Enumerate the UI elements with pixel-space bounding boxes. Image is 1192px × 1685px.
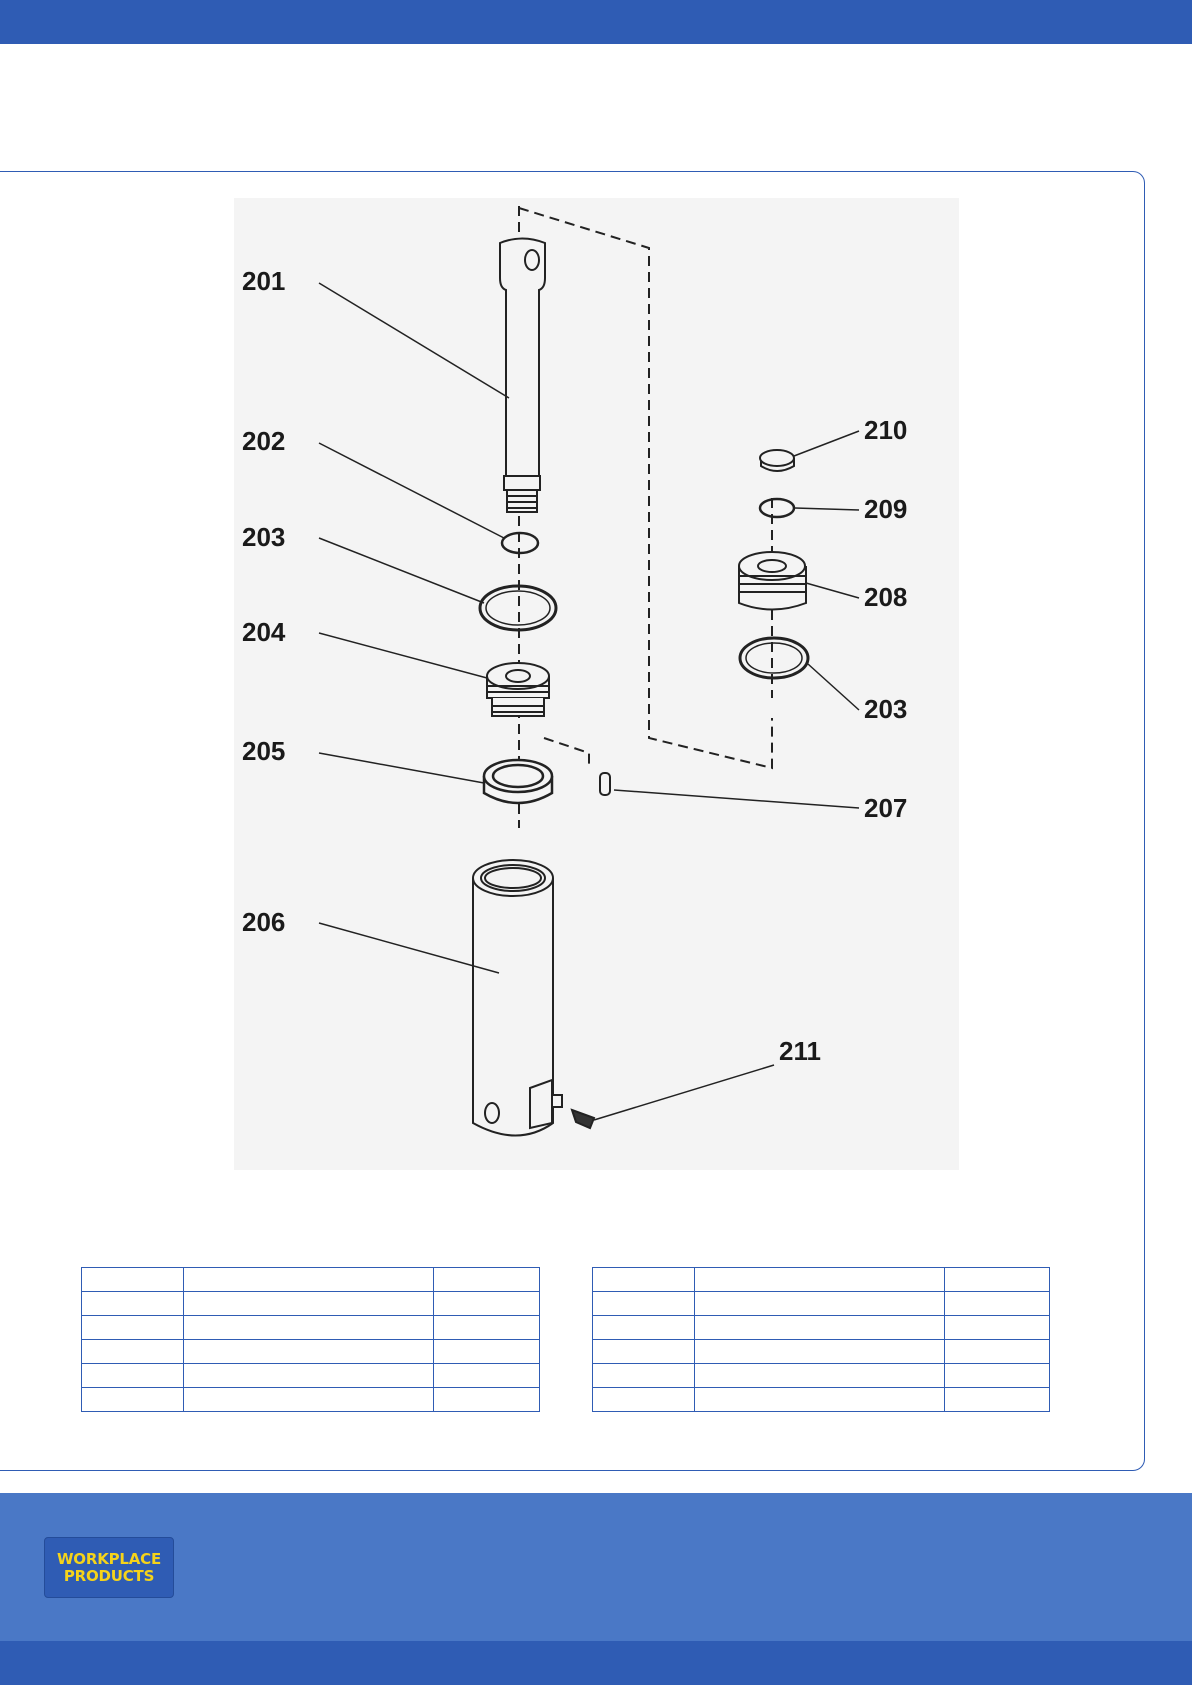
callout-206: 206 bbox=[242, 907, 286, 937]
table-cell bbox=[184, 1268, 434, 1292]
table-cell bbox=[593, 1364, 695, 1388]
footer-band bbox=[0, 1493, 1192, 1641]
table-cell bbox=[593, 1292, 695, 1316]
part-205-guide-ring bbox=[484, 760, 552, 803]
callout-204: 204 bbox=[242, 617, 286, 647]
table-cell bbox=[695, 1388, 945, 1412]
table-row bbox=[593, 1364, 1050, 1388]
table-cell bbox=[184, 1292, 434, 1316]
part-210-washer bbox=[760, 450, 794, 471]
table-row bbox=[82, 1340, 540, 1364]
table-cell bbox=[184, 1388, 434, 1412]
table-row bbox=[82, 1268, 540, 1292]
callout-201: 201 bbox=[242, 266, 286, 296]
table-cell bbox=[945, 1388, 1050, 1412]
logo-line-1: WORKPLACE bbox=[56, 1549, 162, 1568]
callout-210: 210 bbox=[864, 415, 908, 445]
table-row bbox=[82, 1364, 540, 1388]
bottom-footer-bar bbox=[0, 1641, 1192, 1685]
parts-table-right bbox=[592, 1267, 1050, 1412]
table-cell bbox=[184, 1316, 434, 1340]
table-cell bbox=[82, 1340, 184, 1364]
table-row bbox=[593, 1292, 1050, 1316]
part-204-piston bbox=[487, 663, 549, 716]
part-211-grease-nipple bbox=[572, 1110, 594, 1128]
table-cell bbox=[82, 1388, 184, 1412]
table-cell bbox=[945, 1340, 1050, 1364]
top-header-bar bbox=[0, 0, 1192, 44]
table-cell bbox=[434, 1268, 540, 1292]
dashed-guide-lines bbox=[519, 206, 772, 828]
part-203-seal-ring bbox=[480, 586, 556, 630]
table-cell bbox=[945, 1316, 1050, 1340]
callout-208: 208 bbox=[864, 582, 908, 612]
part-209-o-ring bbox=[760, 499, 794, 517]
part-201-piston-rod bbox=[500, 239, 545, 513]
table-cell bbox=[434, 1364, 540, 1388]
part-206-cylinder bbox=[473, 860, 562, 1136]
table-cell bbox=[593, 1388, 695, 1412]
table-row bbox=[593, 1316, 1050, 1340]
table-cell bbox=[593, 1316, 695, 1340]
table-row bbox=[593, 1268, 1050, 1292]
callout-207: 207 bbox=[864, 793, 908, 823]
table-row bbox=[82, 1292, 540, 1316]
callout-202: 202 bbox=[242, 426, 286, 456]
table-cell bbox=[945, 1268, 1050, 1292]
table-cell bbox=[945, 1364, 1050, 1388]
callout-203: 203 bbox=[242, 522, 286, 552]
table-row bbox=[593, 1388, 1050, 1412]
part-207-pin bbox=[600, 773, 610, 795]
table-row bbox=[82, 1388, 540, 1412]
exploded-parts-diagram bbox=[234, 198, 959, 1170]
table-cell bbox=[695, 1340, 945, 1364]
table-cell bbox=[593, 1340, 695, 1364]
table-cell bbox=[434, 1340, 540, 1364]
callout-209: 209 bbox=[864, 494, 908, 524]
part-203-seal-ring-right bbox=[740, 638, 808, 678]
callout-211: 211 bbox=[779, 1036, 821, 1066]
table-row bbox=[593, 1340, 1050, 1364]
table-cell bbox=[82, 1268, 184, 1292]
diagram-svg bbox=[234, 198, 959, 1170]
callout-205: 205 bbox=[242, 736, 286, 766]
table-cell bbox=[695, 1292, 945, 1316]
table-row bbox=[82, 1316, 540, 1340]
table-cell bbox=[695, 1268, 945, 1292]
table-cell bbox=[434, 1388, 540, 1412]
table-cell bbox=[945, 1292, 1050, 1316]
table-cell bbox=[434, 1316, 540, 1340]
table-cell bbox=[434, 1292, 540, 1316]
parts-table-left bbox=[81, 1267, 540, 1412]
table-cell bbox=[695, 1316, 945, 1340]
logo-line-2: PRODUCTS bbox=[63, 1566, 155, 1585]
table-cell bbox=[82, 1292, 184, 1316]
table-cell bbox=[82, 1316, 184, 1340]
table-cell bbox=[184, 1364, 434, 1388]
callout-203-right: 203 bbox=[864, 694, 908, 724]
part-208-valve-body bbox=[739, 552, 806, 610]
workplace-products-logo[interactable] bbox=[44, 1537, 174, 1598]
table-cell bbox=[184, 1340, 434, 1364]
table-cell bbox=[82, 1364, 184, 1388]
leader-lines bbox=[319, 283, 859, 1120]
table-cell bbox=[593, 1268, 695, 1292]
table-cell bbox=[695, 1364, 945, 1388]
